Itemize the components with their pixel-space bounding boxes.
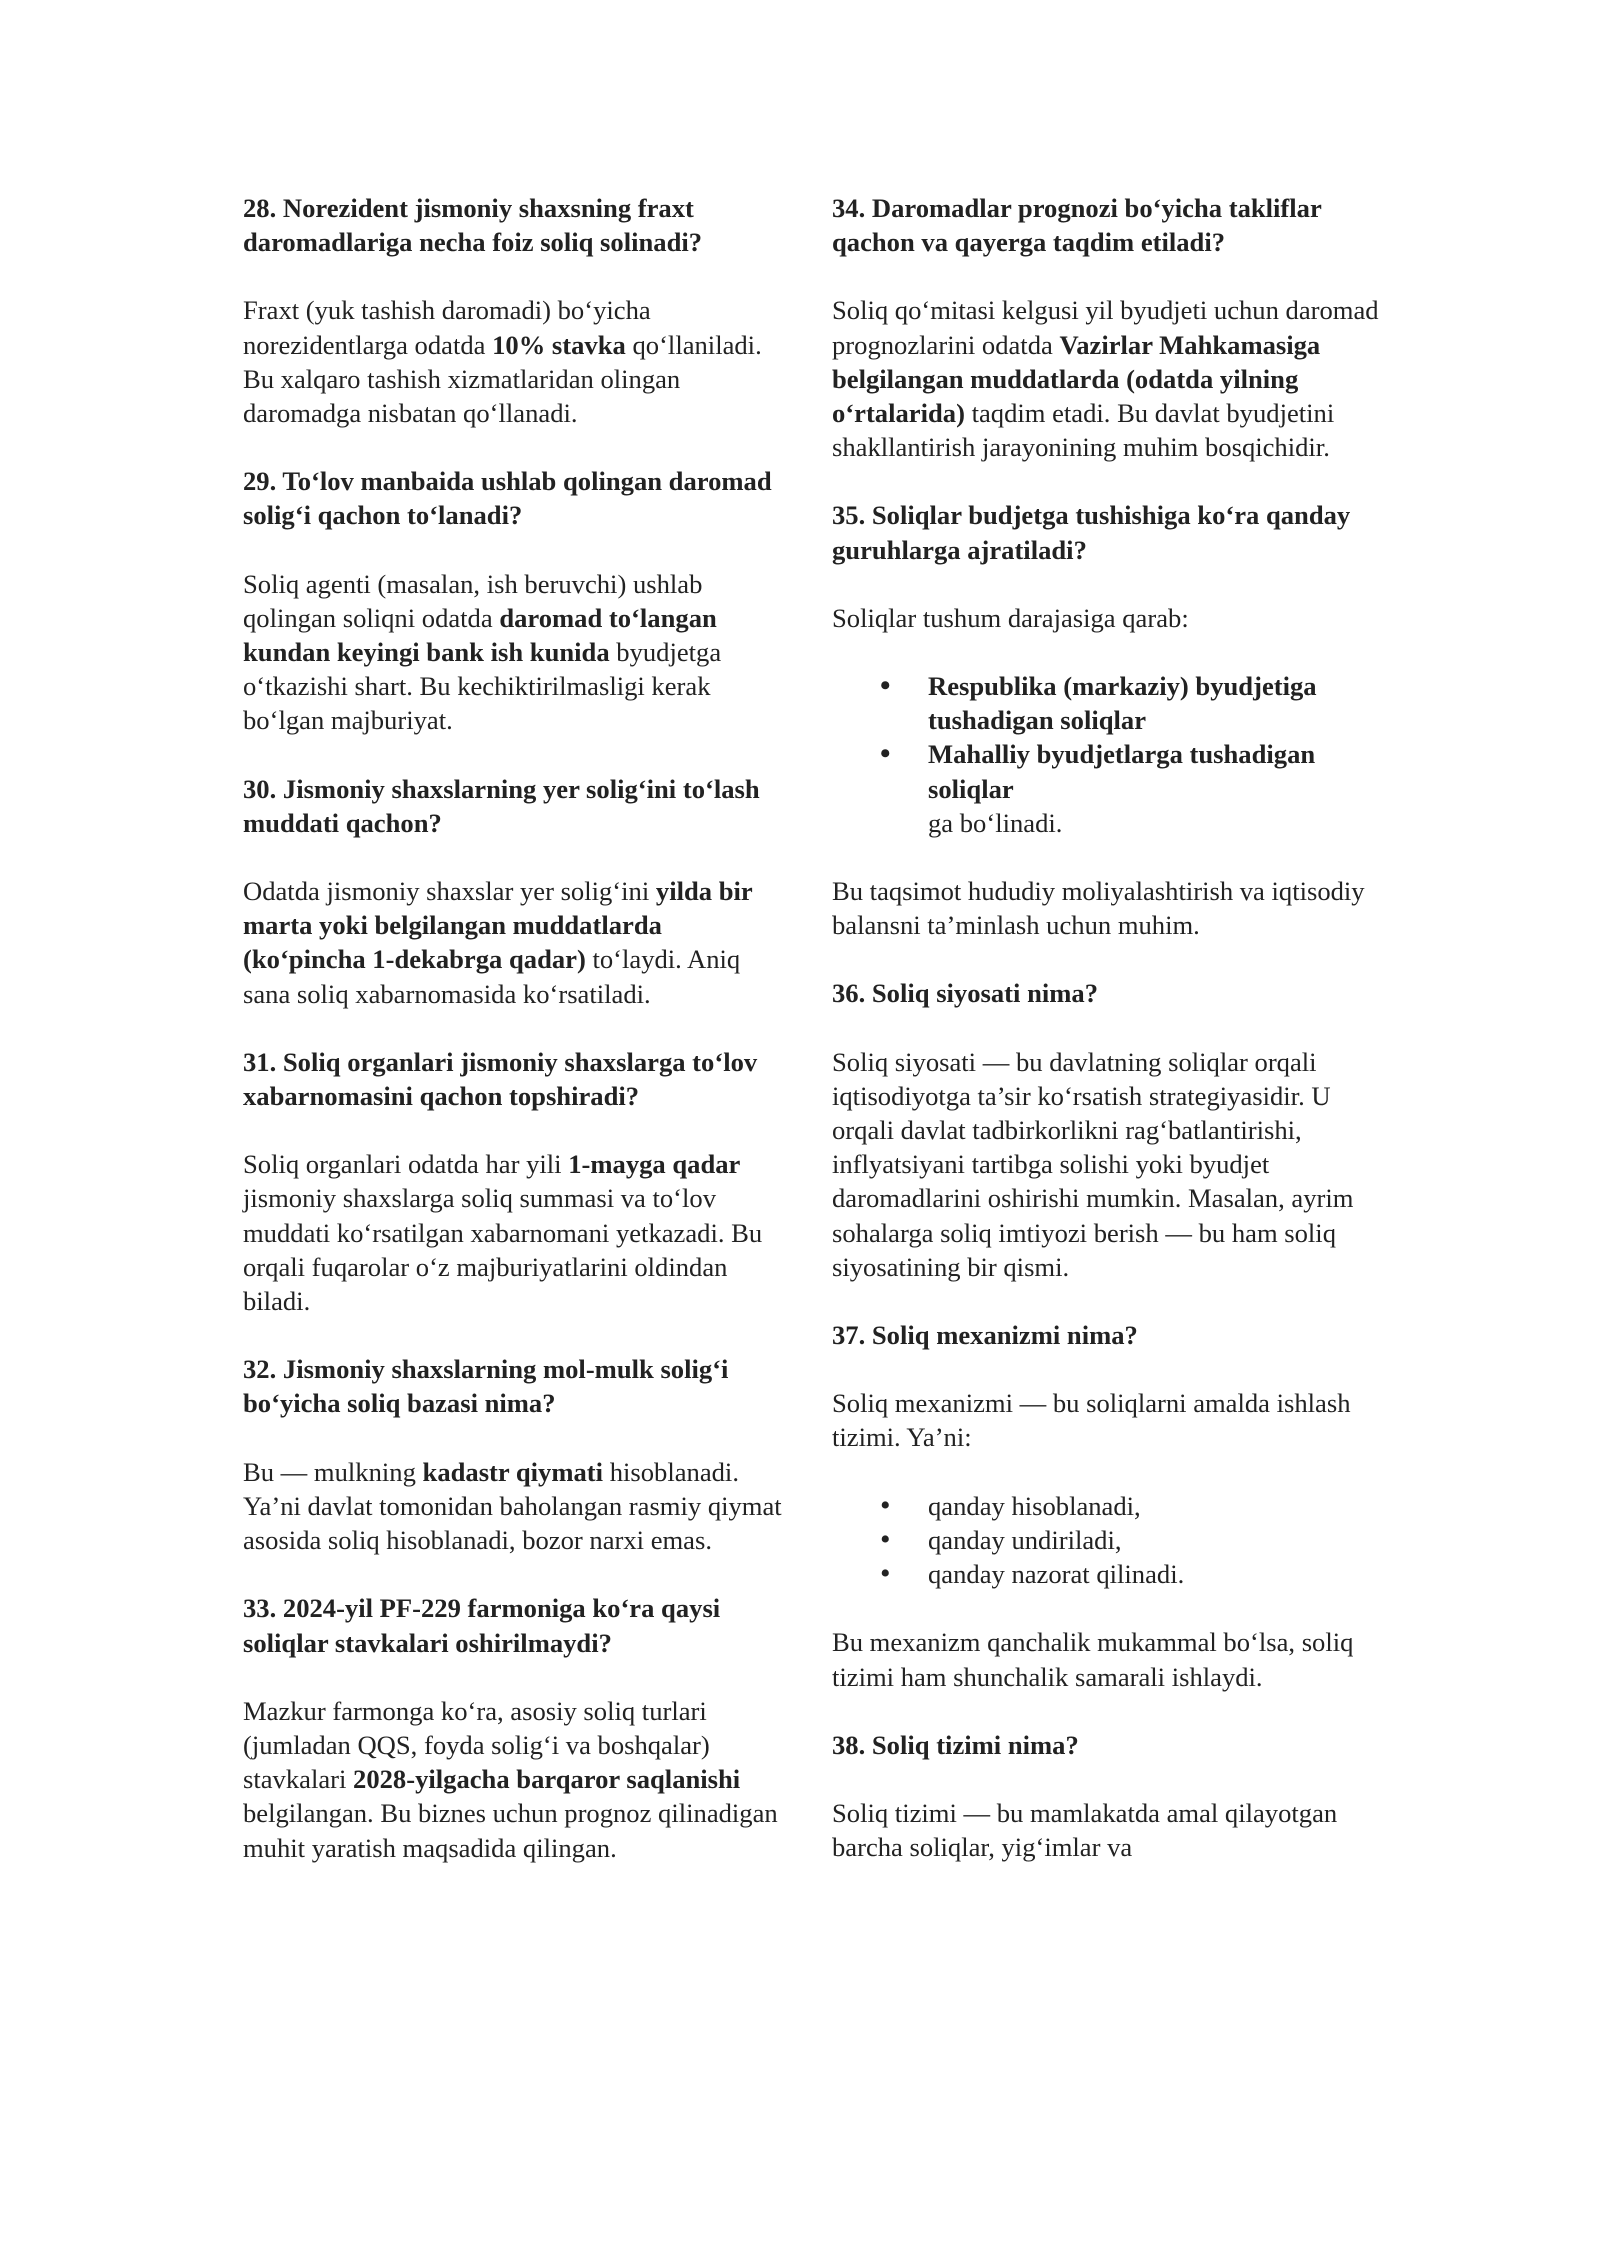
right-column (832, 191, 1382, 1898)
answer-29: Soliq agenti (masalan, ish beruvchi) ushlab qolingan soliqni odatda daromad to‘langan kundan keyingi bank ish kunida byudjetga o‘tkazishi shart. Bu kechiktirilmasligi kerak bo‘lgan majburiyat. (243, 568, 722, 736)
question-38: 38. Soliq tizimi nima? (832, 1729, 1079, 1760)
answer-35-note: Bu taqsimot hududiy moliyalashtirish va iqtisodiy balansni ta’minlash uchun muhim. (832, 876, 1365, 941)
answer-37-intro: Soliq mexanizmi — bu soliqlarni amalda ishlash tizimi. Ya’ni: (832, 1388, 1351, 1453)
answer-31: Soliq organlari odatda har yili 1-mayga qadar jismoniy shaxslarga soliq summasi va to‘lov muddati ko‘rsatilgan xabarnomani yetkazadi. Bu orqali fuqarolar o‘z majburiyatlarini oldindan biladi. (243, 1149, 763, 1317)
list-item: • qanday undiriladi, (832, 1523, 1382, 1557)
question-29: 29. To‘lov manbaida ushlab qolingan daromad solig‘i qachon to‘lanadi? (243, 466, 772, 531)
answer-35-list (832, 669, 1382, 806)
answer-33: Mazkur farmonga ko‘ra, asosiy soliq turlari (jumladan QQS, foyda solig‘i va boshqalar) stavkalari 2028-yilgacha barqaror saqlanishi belgilangan. Bu biznes uchun prognoz qilinadigan muhit yaratish maqsadida qilingan. (243, 1695, 778, 1863)
answer-35-intro: Soliqlar tushum darajasiga qarab: (832, 602, 1189, 633)
question-28: 28. Norezident jismoniy shaxsning fraxt daromadlariga necha foiz soliq solinadi? (243, 193, 703, 258)
question-35: 35. Soliqlar budjetga tushishiga ko‘ra qanday guruhlarga ajratiladi? (832, 500, 1351, 565)
question-32: 32. Jismoniy shaxslarning mol-mulk solig‘i bo‘yicha soliq bazasi nima? (243, 1354, 729, 1419)
list-item: • Respublika (markaziy) byudjetiga tushadigan soliqlar (832, 669, 1382, 737)
list-item: • Mahalliy byudjetlarga tushadigan soliqlar (832, 737, 1382, 805)
question-31: 31. Soliq organlari jismoniy shaxslarga to‘lov xabarnomasini qachon topshiradi? (243, 1046, 758, 1112)
question-33: 33. 2024-yil PF-229 farmoniga ko‘ra qaysi soliqlar stavkalari oshirilmaydi? (243, 1593, 721, 1658)
list-item: • qanday nazorat qilinadi. (832, 1557, 1382, 1591)
answer-28-emphasis: 10% stavka (492, 329, 626, 360)
left-column (243, 191, 783, 1899)
question-36: 36. Soliq siyosati nima? (832, 978, 1098, 1009)
answer-32: Bu — mulkning kadastr qiymati hisoblanadi. Ya’ni davlat tomonidan baholangan rasmiy qiymat asosida soliq hisoblanadi, bozor narxi emas. (243, 1456, 782, 1556)
answer-35-tail: ga bo‘linadi. (928, 807, 1063, 838)
answer-30-emphasis: yilda bir marta yoki belgilangan muddatlarda (ko‘pincha 1-dekabrga qadar) (243, 876, 753, 975)
answer-38: Soliq tizimi — bu mamlakatda amal qilayotgan barcha soliqlar, yig‘imlar va (832, 1797, 1338, 1863)
answer-34-emphasis: Vazirlar Mahkamasiga belgilangan muddatlarda (odatda yilning o‘rtalarida) (832, 329, 1321, 429)
answer-33-emphasis: 2028-yilgacha barqaror saqlanishi (353, 1764, 741, 1795)
question-30: 30. Jismoniy shaxslarning yer solig‘ini to‘lash muddati qachon? (243, 773, 760, 838)
question-37: 37. Soliq mexanizmi nima? (832, 1320, 1138, 1351)
answer-34: Soliq qo‘mitasi kelgusi yil byudjeti uchun daromad prognozlarini odatda Vazirlar Mahkamasiga belgilangan muddatlarda (odatda yilning o‘rtalarida) taqdim etadi. Bu davlat byudjetini shakllantirish jarayonining muhim bosqichidir. (832, 295, 1379, 463)
answer-37-note: Bu mexanizm qanchalik mukammal bo‘lsa, soliq tizimi ham shunchalik samarali ishlaydi. (832, 1627, 1354, 1692)
answer-37-list (832, 1489, 1382, 1592)
answer-29-emphasis: daromad to‘langan kundan keyingi bank ish kunida (243, 602, 717, 668)
answer-28: Fraxt (yuk tashish daromadi) bo‘yicha norezidentlarga odatda 10% stavka qo‘llaniladi. Bu xalqaro tashish xizmatlaridan olingan daromadga nisbatan qo‘llanadi. (243, 295, 762, 429)
question-34: 34. Daromadlar prognozi bo‘yicha takliflar qachon va qayerga taqdim etiladi? (832, 193, 1322, 258)
list-item: • qanday hisoblanadi, (832, 1489, 1382, 1523)
answer-36: Soliq siyosati — bu davlatning soliqlar orqali iqtisodiyotga ta’sir ko‘rsatish strategiyasidir. U orqali davlat tadbirkorlikni rag‘batlantirishi, inflyatsiyani tartibga solishi yoki byudjet daromadlarini oshirishi mumkin. Masalan, ayrim sohalarga soliq imtiyozi berish — bu ham soliq siyosatining bir qismi. (832, 1046, 1354, 1282)
answer-30: Odatda jismoniy shaxslar yer solig‘ini yilda bir marta yoki belgilangan muddatlarda (ko‘pincha 1-dekabrga qadar) to‘laydi. Aniq sana soliq xabarnomasida ko‘rsatiladi. (243, 876, 753, 1009)
answer-32-emphasis: kadastr qiymati (422, 1456, 604, 1487)
answer-31-emphasis: 1-mayga qadar (568, 1149, 741, 1180)
